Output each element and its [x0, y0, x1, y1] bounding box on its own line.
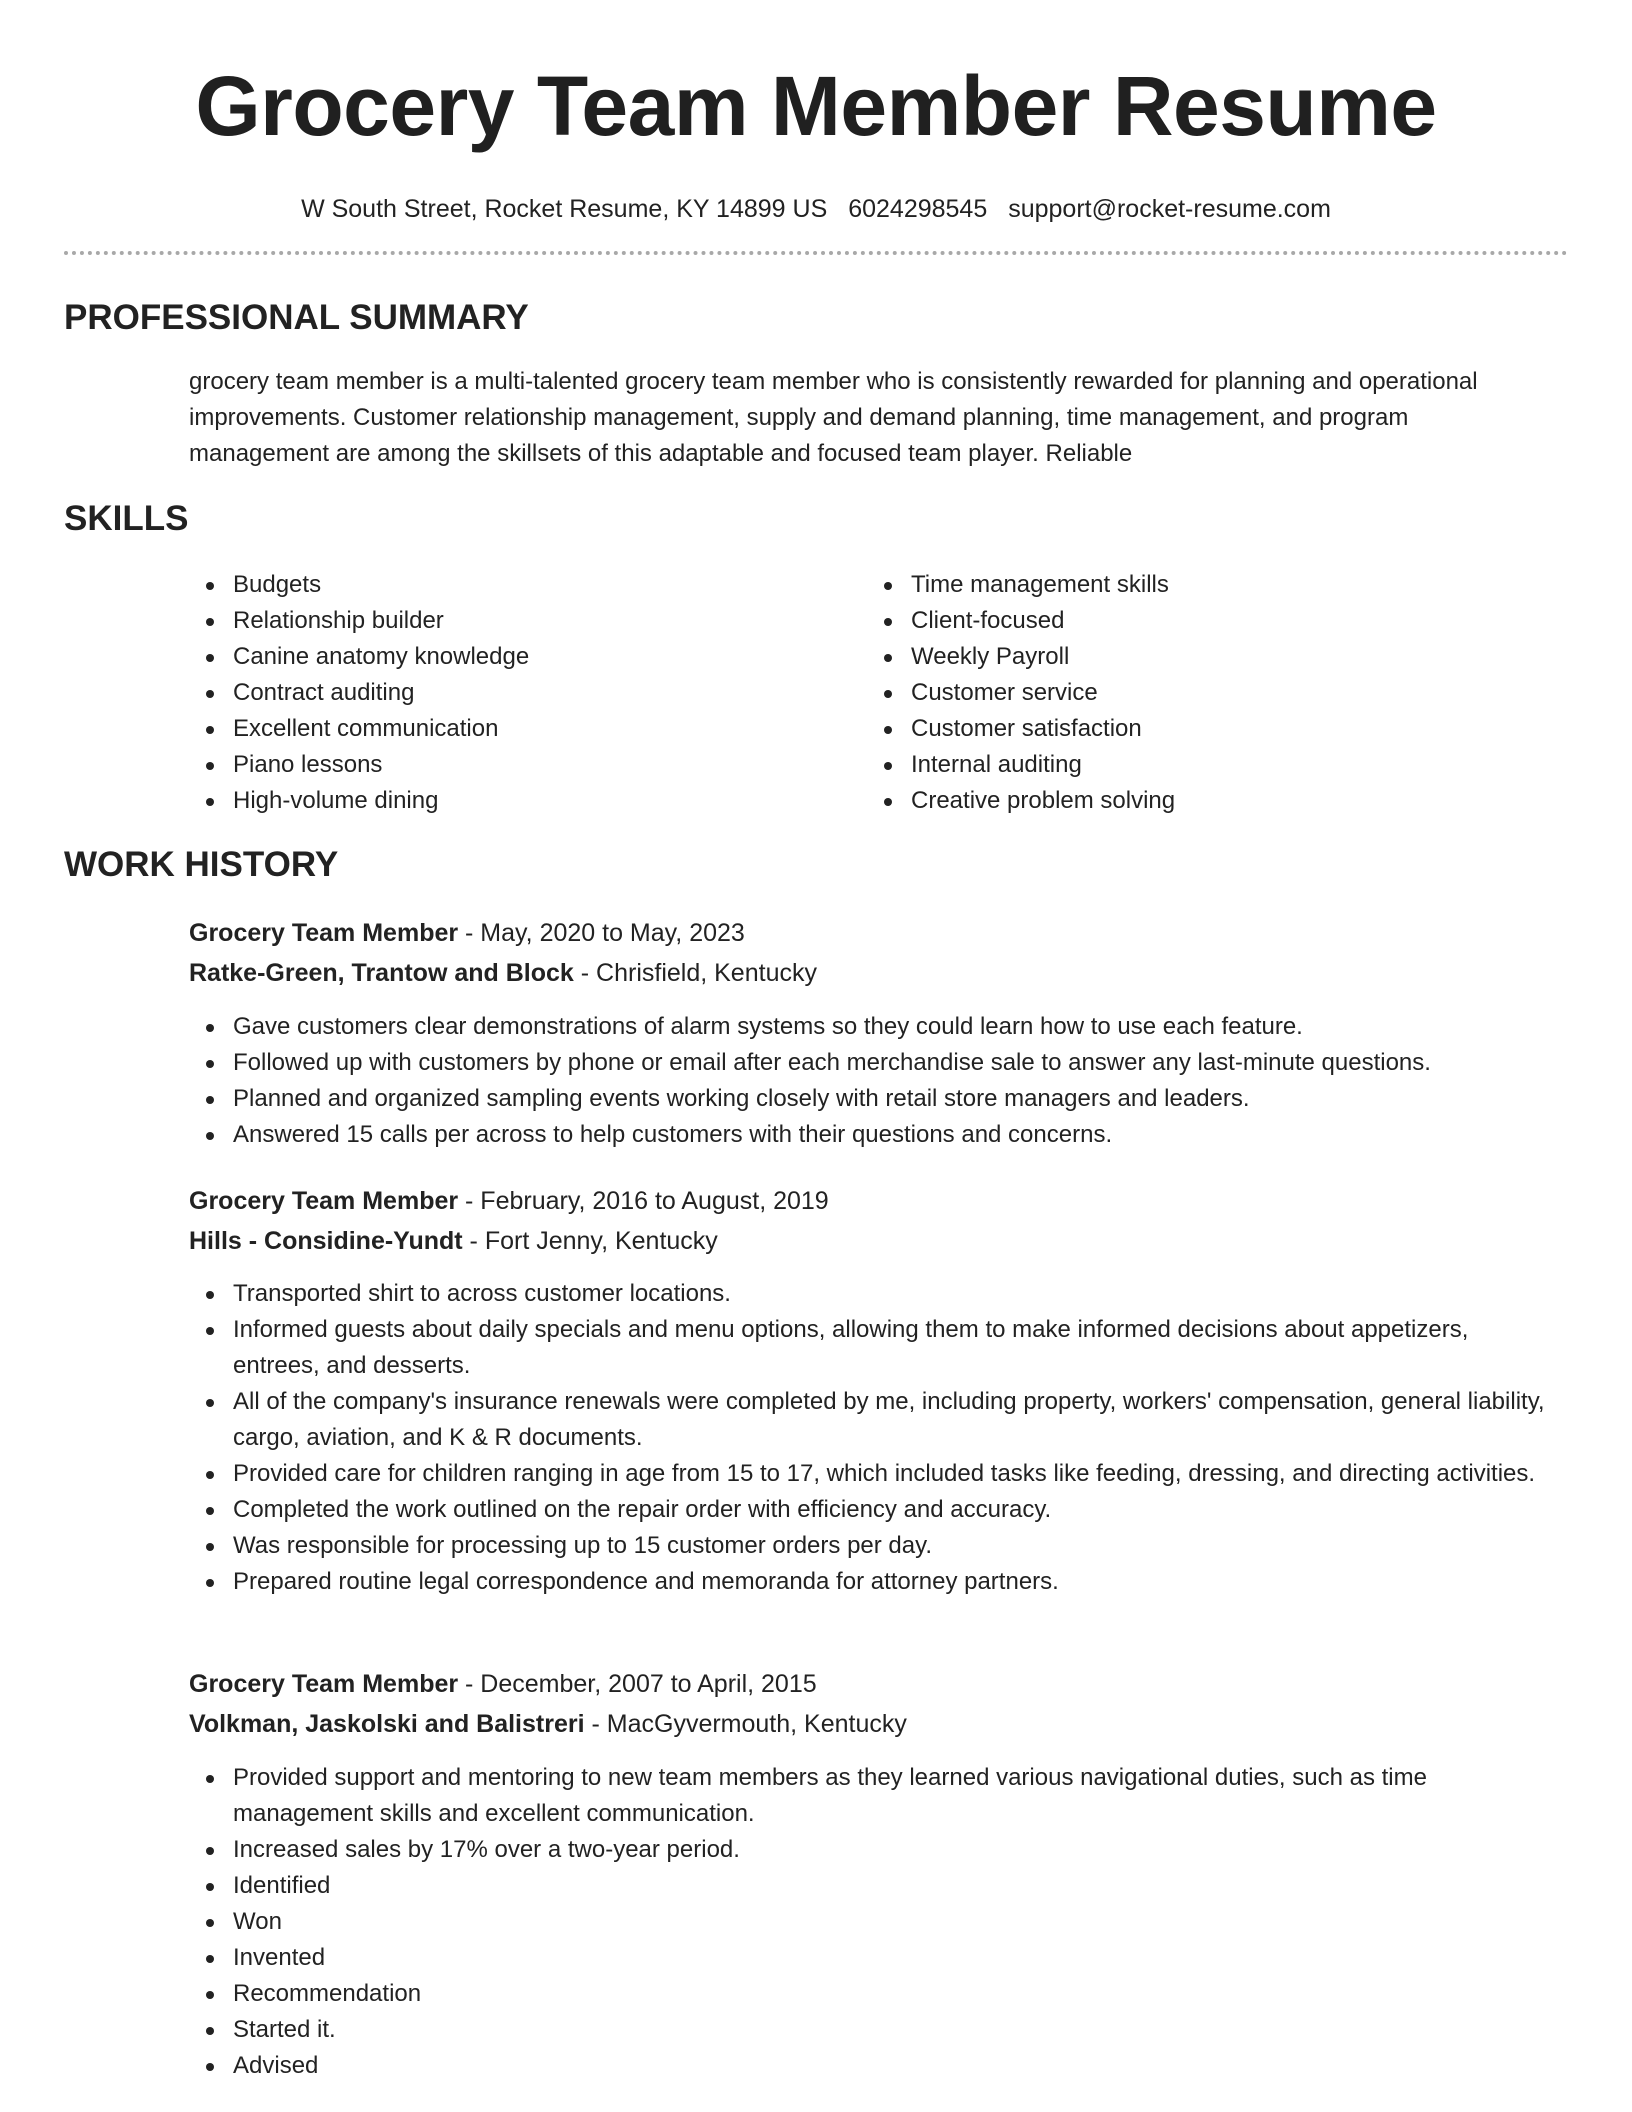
- job-location: - Fort Jenny, Kentucky: [462, 1227, 718, 1255]
- skill-item: Excellent communication: [189, 711, 829, 747]
- skill-item: Canine anatomy knowledge: [189, 639, 829, 675]
- skills-list-left: [189, 567, 829, 819]
- job-company-line: [189, 1704, 1549, 1744]
- job-title: Grocery Team Member: [189, 919, 459, 947]
- job-bullet: Increased sales by 17% over a two-year period.: [189, 1832, 1549, 1868]
- job-bullet: Planned and organized sampling events working closely with retail store managers and leaders.: [189, 1081, 1549, 1117]
- job-company-line: [189, 1221, 1549, 1261]
- skill-item: Relationship builder: [189, 603, 829, 639]
- job-company: Volkman, Jaskolski and Balistreri: [189, 1710, 585, 1738]
- job-dates: - May, 2020 to May, 2023: [458, 919, 745, 947]
- job-bullet: Provided support and mentoring to new team members as they learned various navigational duties, such as time management skills and excellent communication.: [189, 1760, 1549, 1832]
- job-bullet: Transported shirt to across customer locations.: [189, 1276, 1549, 1312]
- skill-item: Time management skills: [867, 567, 1507, 603]
- job-bullet: Invented: [189, 1940, 1549, 1976]
- header-divider: [64, 251, 1568, 255]
- job-title-line: [189, 913, 1549, 953]
- skill-item: Internal auditing: [867, 747, 1507, 783]
- job-title: Grocery Team Member: [189, 1670, 459, 1698]
- job-title: Grocery Team Member: [189, 1187, 459, 1215]
- contact-phone: 6024298545: [848, 195, 988, 223]
- job-bullet: Advised: [189, 2048, 1549, 2084]
- job-location: - Chrisfield, Kentucky: [573, 959, 817, 987]
- contact-line: [0, 194, 1632, 224]
- job-bullet: Provided care for children ranging in age from 15 to 17, which included tasks like feeding, dressing, and directing activities.: [189, 1456, 1549, 1492]
- contact-address: W South Street, Rocket Resume, KY 14899 US: [301, 195, 828, 223]
- resume-title: Grocery Team Member Resume: [195, 59, 1437, 153]
- job-dates: - December, 2007 to April, 2015: [458, 1670, 817, 1698]
- job-bullet: All of the company's insurance renewals were completed by me, including property, workers' compensation, general liability, cargo, aviation, and K & R documents.: [189, 1384, 1549, 1456]
- skills-list-right: [867, 567, 1507, 819]
- job-bullet: Started it.: [189, 2012, 1549, 2048]
- job-company: Hills - Considine-Yundt: [189, 1227, 463, 1255]
- job-bullet: Recommendation: [189, 1976, 1549, 2012]
- job-bullet: Completed the work outlined on the repair order with efficiency and accuracy.: [189, 1492, 1549, 1528]
- job-bullet: Won: [189, 1904, 1549, 1940]
- job-location: - MacGyvermouth, Kentucky: [584, 1710, 907, 1738]
- job-bullet: Informed guests about daily specials and menu options, allowing them to make informed decisions about appetizers, entrees, and desserts.: [189, 1312, 1549, 1384]
- job-bullet: Answered 15 calls per across to help customers with their questions and concerns.: [189, 1117, 1549, 1153]
- job-bullets: [189, 1760, 1549, 2084]
- job-bullet: Was responsible for processing up to 15 customer orders per day.: [189, 1528, 1549, 1564]
- skill-item: Customer service: [867, 675, 1507, 711]
- job-title-line: [189, 1181, 1549, 1221]
- job-bullet: Identified: [189, 1868, 1549, 1904]
- job-bullets: [189, 1009, 1549, 1153]
- job-title-line: [189, 1664, 1549, 1704]
- skill-item: Piano lessons: [189, 747, 829, 783]
- job-company: Ratke-Green, Trantow and Block: [189, 959, 574, 987]
- skill-item: Customer satisfaction: [867, 711, 1507, 747]
- skill-item: High-volume dining: [189, 783, 829, 819]
- skill-item: Weekly Payroll: [867, 639, 1507, 675]
- job-bullets: [189, 1276, 1549, 1600]
- contact-email: support@rocket-resume.com: [1008, 195, 1331, 223]
- job-company-line: [189, 953, 1549, 993]
- skill-item: Contract auditing: [189, 675, 829, 711]
- skill-item: Creative problem solving: [867, 783, 1507, 819]
- job-bullet: Prepared routine legal correspondence and memoranda for attorney partners.: [189, 1564, 1549, 1600]
- resume-header: [0, 0, 1632, 224]
- summary-text: grocery team member is a multi-talented grocery team member who is consistently rewarded for planning and operational improvements. Customer relationship management, supply and demand planning, time management, and program management are among the skillsets of this adaptable and focused team player. Reliable: [189, 368, 1478, 467]
- job-bullet: Gave customers clear demonstrations of alarm systems so they could learn how to use each feature.: [189, 1009, 1549, 1045]
- job-bullet: Followed up with customers by phone or email after each merchandise sale to answer any last-minute questions.: [189, 1045, 1549, 1081]
- work-history-heading: WORK HISTORY: [64, 845, 339, 884]
- skill-item: Budgets: [189, 567, 829, 603]
- summary-heading: PROFESSIONAL SUMMARY: [64, 298, 529, 337]
- skills-heading: SKILLS: [64, 499, 189, 538]
- job-dates: - February, 2016 to August, 2019: [458, 1187, 829, 1215]
- skill-item: Client-focused: [867, 603, 1507, 639]
